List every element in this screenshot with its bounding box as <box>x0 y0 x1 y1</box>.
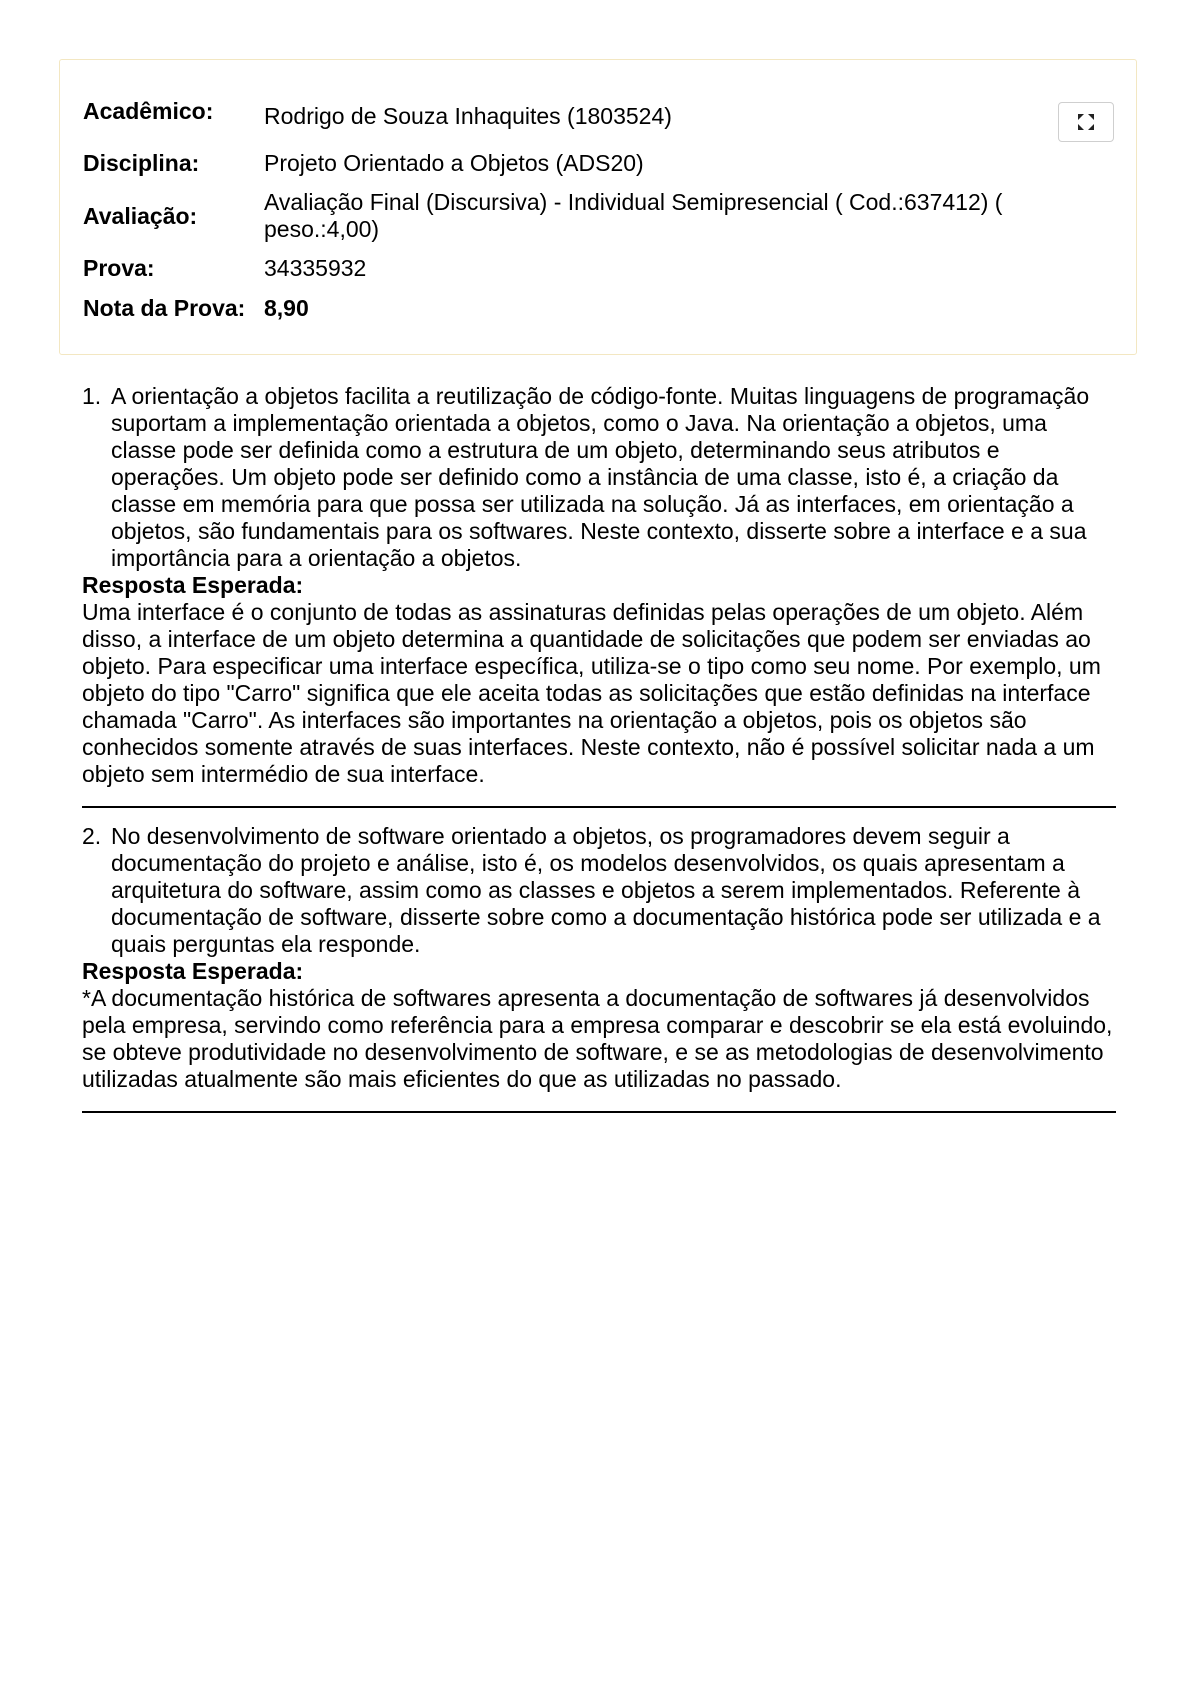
info-row-academico <box>83 96 1054 141</box>
avaliacao-label: Avaliação: <box>83 202 198 229</box>
question-number: 2. <box>82 823 102 849</box>
expand-button[interactable] <box>1058 102 1114 142</box>
question-number: 1. <box>82 383 102 409</box>
expand-icon <box>1076 112 1096 132</box>
expected-answer-text: Uma interface é o conjunto de todas as assinaturas definidas pelas operações de um objeto. Além disso, a interface de um objeto determina a quantidade de solicitações que podem ser enviadas ao objeto. Para especificar uma interface específica, utiliza-se o tipo como seu nome. Por exemplo, um objeto do tipo "Carro" significa que ele aceita todas as solicitações que estão definidas na interface chamada "Carro". As interfaces são importantes na orientação a objetos, pois os objetos são conhecidos somente através de suas interfaces. Neste contexto, não é possível solicitar nada a um objeto sem intermédio de sua interface. <box>82 599 1101 787</box>
question-text: A orientação a objetos facilita a reutilização de código-fonte. Muitas linguagens de programação suportam a implementação orientada a objetos, como o Java. Na orientação a objetos, uma classe pode ser definida como a estrutura de um objeto, determinando seus atributos e operações. Um objeto pode ser definido como a instância de uma classe, isto é, a criação da classe em memória para que possa ser utilizada na solução. Já as interfaces, em orientação a objetos, são fundamentais para os softwares. Neste contexto, disserte sobre a interface e a sua importância para a orientação a objetos. <box>111 383 1090 571</box>
expected-answer-label: Resposta Esperada: <box>82 572 304 598</box>
exam-info-table <box>83 96 1054 327</box>
academico-label: Acadêmico: <box>83 98 214 124</box>
question-statement <box>82 383 1116 572</box>
info-row-avaliacao <box>83 185 1054 247</box>
info-row-nota <box>83 289 1054 327</box>
question-item <box>82 823 1116 1113</box>
info-row-prova <box>83 247 1054 289</box>
question-statement <box>82 823 1116 958</box>
question-item <box>82 383 1116 808</box>
disciplina-label: Disciplina: <box>83 149 200 176</box>
nota-value: 8,90 <box>264 294 309 321</box>
question-text: No desenvolvimento de software orientado a objetos, os programadores devem seguir a documentação do projeto e análise, isto é, os modelos desenvolvidos, os quais apresentam a arquitetura do software, assim como as classes e objetos a serem implementados. Referente à documentação de software, disserte sobre como a documentação histórica pode ser utilizada e a quais perguntas ela responde. <box>111 823 1101 957</box>
expected-answer-label: Resposta Esperada: <box>82 958 304 984</box>
prova-label: Prova: <box>83 254 155 281</box>
questions-list <box>82 383 1116 1113</box>
academico-value: Rodrigo de Souza Inhaquites (1803524) <box>264 103 672 129</box>
info-row-disciplina <box>83 141 1054 185</box>
disciplina-value: Projeto Orientado a Objetos (ADS20) <box>264 149 644 176</box>
nota-label: Nota da Prova: <box>83 294 246 321</box>
expected-answer-text: *A documentação histórica de softwares apresenta a documentação de softwares já desenvolvidos pela empresa, servindo como referência para a empresa comparar e descobrir se ela está evoluindo, se obteve produtividade no desenvolvimento de software, e se as metodologias de desenvolvimento utilizadas atualmente são mais eficientes do que as utilizadas no passado. <box>82 985 1113 1092</box>
exam-info-panel <box>59 59 1137 355</box>
avaliacao-value: Avaliação Final (Discursiva) - Individual Semipresencial ( Cod.:637412) ( peso.:4,00) <box>264 189 1003 242</box>
prova-value: 34335932 <box>264 254 367 281</box>
